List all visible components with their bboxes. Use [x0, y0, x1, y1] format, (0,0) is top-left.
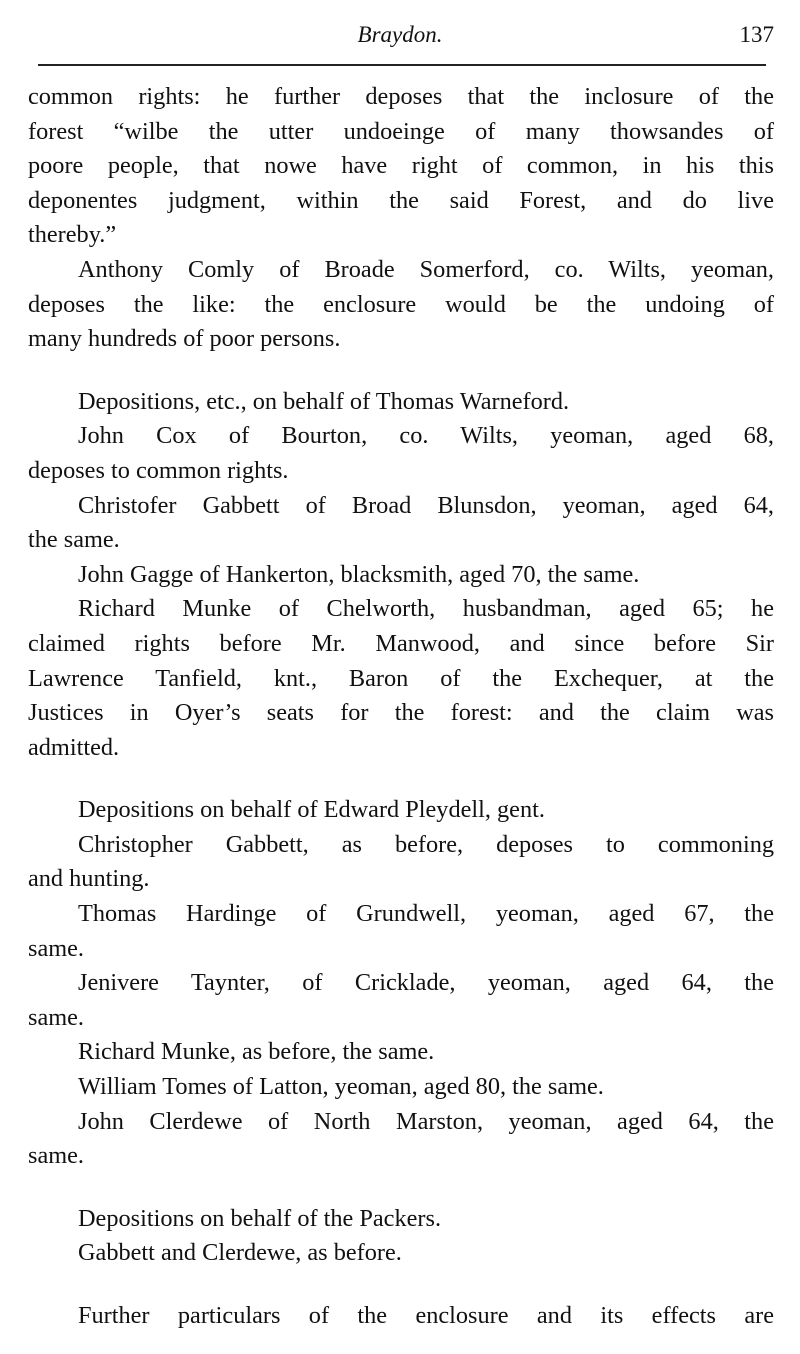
text-line: Richard Munke of Chelworth, husbandman, aged 65; he [78, 595, 774, 623]
paragraph [28, 558, 774, 593]
running-header [0, 18, 800, 52]
text-line: Lawrence Tanfield, knt., Baron of the Exchequer, at the [28, 664, 774, 692]
section-break [28, 765, 774, 793]
paragraph [28, 385, 774, 420]
paragraph [28, 793, 774, 828]
text-line: admitted. [28, 733, 120, 761]
text-line: John Cox of Bourton, co. Wilts, yeoman, aged 68, [78, 422, 774, 450]
text-line: thereby.” [28, 221, 117, 249]
text-line: many hundreds of poor persons. [28, 325, 341, 353]
section-break [28, 1174, 774, 1202]
text-line: Justices in Oyer’s seats for the forest: and the claim was [28, 699, 774, 727]
text-line: John Gagge of Hankerton, blacksmith, aged 70, the same. [78, 560, 640, 588]
paragraph [28, 1070, 774, 1105]
text-line: and hunting. [28, 865, 150, 893]
header-rule [38, 64, 766, 66]
running-title: Braydon. [357, 22, 443, 47]
text-line: John Clerdewe of North Marston, yeoman, aged 64, the [78, 1107, 774, 1135]
text-line: Christopher Gabbett, as before, deposes to commoning [78, 830, 774, 858]
paragraph [28, 1202, 774, 1237]
text-line: same. [28, 1142, 84, 1170]
text-line: claimed rights before Mr. Manwood, and since before Sir [28, 629, 774, 657]
text-line: deposes to common rights. [28, 456, 289, 484]
text-line: William Tomes of Latton, yeoman, aged 80, the same. [78, 1073, 604, 1101]
section-break [28, 357, 774, 385]
paragraph [28, 489, 774, 558]
section-break [28, 1271, 774, 1299]
paragraph [28, 828, 774, 897]
text-line: Depositions, etc., on behalf of Thomas Warneford. [78, 387, 570, 415]
text-line: deposes the like: the enclosure would be the undoing of [28, 290, 774, 318]
text-line: Thomas Hardinge of Grundwell, yeoman, aged 67, the [78, 900, 774, 928]
paragraph [28, 592, 774, 765]
page-body [28, 80, 774, 1334]
paragraph [28, 419, 774, 488]
paragraph [28, 897, 774, 966]
paragraph [28, 1105, 774, 1174]
paragraph [28, 1035, 774, 1070]
text-line: Anthony Comly of Broade Somerford, co. Wilts, yeoman, [78, 255, 774, 283]
paragraph [28, 1299, 774, 1334]
paragraph [28, 80, 774, 253]
paragraph [28, 253, 774, 357]
text-line: same. [28, 934, 84, 962]
page-number: 137 [739, 22, 774, 47]
text-line: Christofer Gabbett of Broad Blunsdon, yeoman, aged 64, [78, 491, 774, 519]
text-line: same. [28, 1003, 84, 1031]
text-line: Depositions on behalf of Edward Pleydell, gent. [78, 796, 545, 824]
text-line: deponentes judgment, within the said Forest, and do live [28, 186, 774, 214]
paragraph [28, 1236, 774, 1271]
text-line: poore people, that nowe have right of common, in his this [28, 152, 774, 180]
text-line: Further particulars of the enclosure and its effects are [78, 1302, 774, 1329]
text-line: Gabbett and Clerdewe, as before. [78, 1239, 402, 1267]
text-line: forest “wilbe the utter undoeinge of many thowsandes of [28, 117, 774, 145]
text-line: the same. [28, 526, 120, 554]
text-line: Depositions on behalf of the Packers. [78, 1204, 442, 1232]
text-line: common rights: he further deposes that the inclosure of the [28, 83, 774, 110]
paragraph [28, 966, 774, 1035]
text-line: Richard Munke, as before, the same. [78, 1038, 435, 1066]
text-line: Jenivere Taynter, of Cricklade, yeoman, aged 64, the [78, 969, 774, 997]
